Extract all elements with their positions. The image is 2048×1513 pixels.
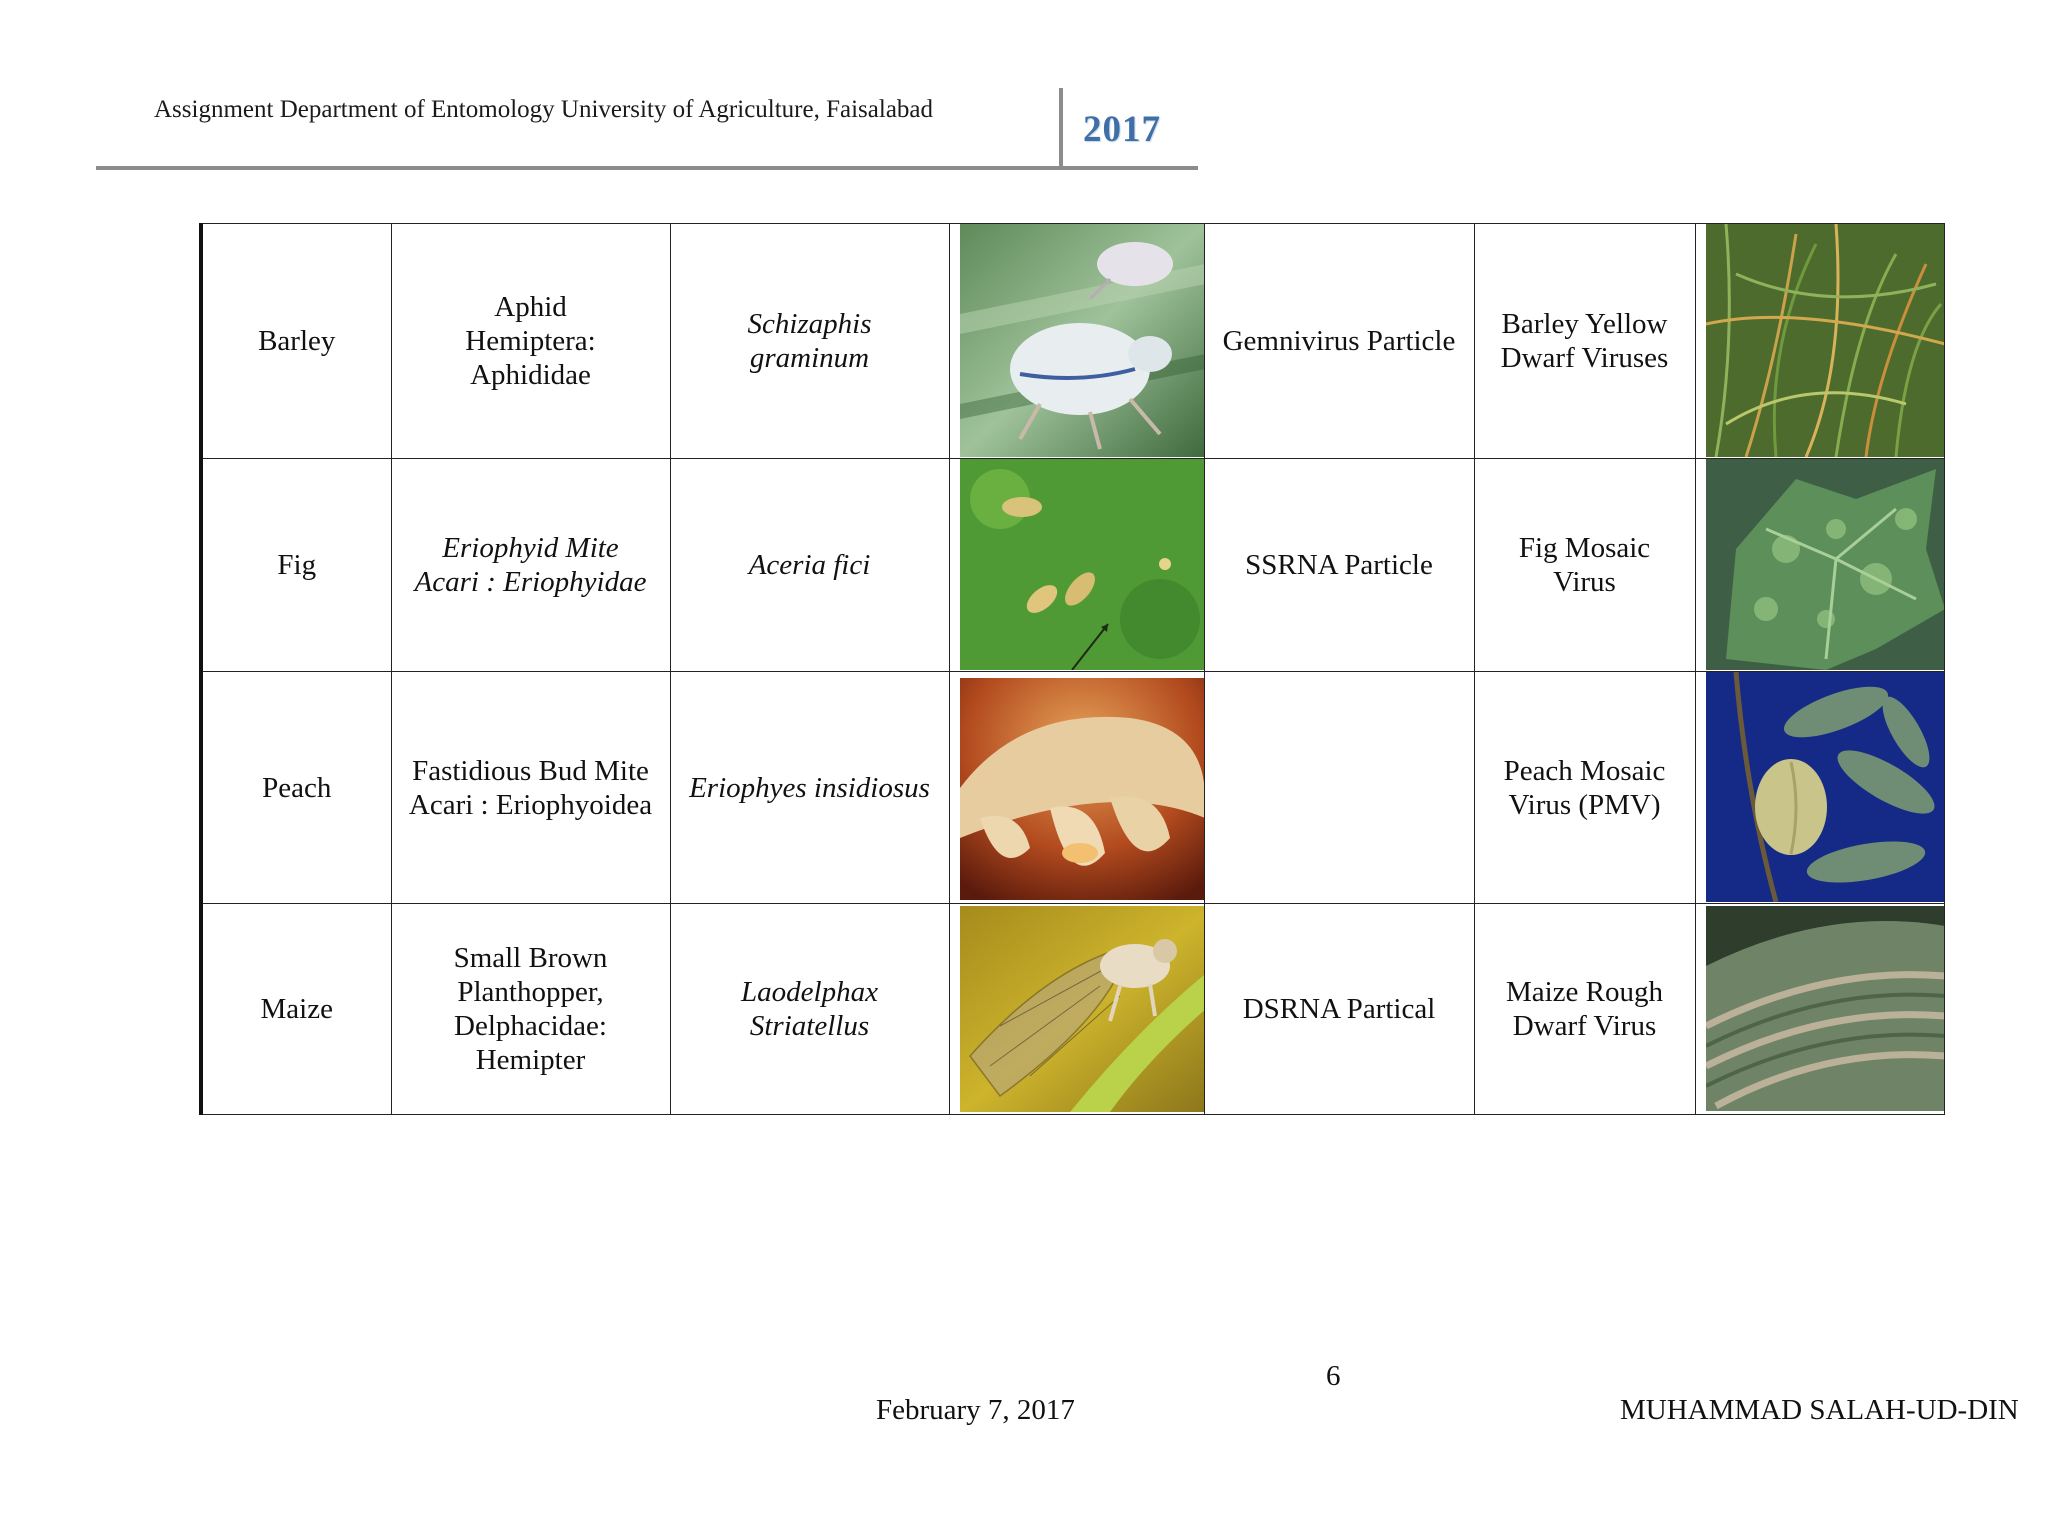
aphid-photo-icon — [960, 224, 1205, 457]
particle-cell — [1204, 904, 1474, 1115]
species-line: Eriophyes insidiosus — [689, 771, 930, 804]
virus-line: Peach Mosaic — [1503, 754, 1666, 787]
symptom-image-cell — [1695, 904, 1944, 1115]
barley-yellow-leaves-photo-icon — [1706, 224, 1945, 457]
planthopper-photo-icon — [960, 906, 1205, 1112]
species-cell — [670, 672, 949, 904]
particle-cell — [1204, 459, 1474, 672]
virus-cell — [1474, 224, 1695, 459]
maize-striped-leaf-photo-icon — [1706, 906, 1945, 1111]
virus-line: Virus (PMV) — [1508, 788, 1661, 821]
table-row-maize — [201, 904, 1944, 1115]
crop-cell — [201, 224, 391, 459]
particle-cell — [1204, 672, 1474, 904]
table-row-peach — [201, 672, 1944, 904]
pest-line: Small Brown — [453, 942, 608, 974]
pest-virus-table — [199, 223, 1945, 1115]
pest-cell — [391, 459, 670, 672]
insect-image-cell — [949, 224, 1204, 459]
crop-cell — [201, 459, 391, 672]
crop-name: Peach — [262, 771, 332, 804]
header-rule — [96, 166, 1198, 170]
table-row-fig — [201, 459, 1944, 672]
header-separator — [1059, 88, 1063, 168]
particle-name: DSRNA Partical — [1242, 993, 1436, 1025]
mite-closeup-photo-icon — [960, 678, 1205, 900]
mite-on-leaf-photo-icon — [960, 459, 1205, 670]
pest-cell — [391, 904, 670, 1115]
pest-line: Hemiptera: — [465, 325, 596, 357]
particle-name: SSRNA Particle — [1245, 549, 1433, 581]
symptom-image-cell — [1695, 224, 1944, 459]
crop-name: Barley — [258, 325, 336, 357]
header-title: Assignment Department of Entomology University of Agriculture, Faisalabad — [154, 96, 934, 123]
footer-date: February 7, 2017 — [876, 1394, 1075, 1426]
pest-cell — [391, 672, 670, 904]
pest-line: Hemipter — [475, 1044, 586, 1076]
virus-cell — [1474, 459, 1695, 672]
virus-cell — [1474, 904, 1695, 1115]
symptom-image-cell — [1695, 459, 1944, 672]
virus-line: Maize Rough — [1505, 976, 1664, 1008]
crop-cell — [201, 672, 391, 904]
species-line: graminum — [749, 342, 870, 374]
virus-line: Barley Yellow — [1501, 308, 1668, 340]
symptom-image-cell — [1695, 672, 1944, 904]
pest-line: Acari : Eriophyidae — [414, 566, 647, 598]
header-year: 2017 — [1083, 109, 1161, 150]
fig-mosaic-leaf-photo-icon — [1706, 459, 1945, 670]
species-line: Laodelphax — [741, 976, 878, 1008]
insect-image-cell — [949, 904, 1204, 1115]
crop-name: Fig — [277, 549, 317, 581]
pest-cell — [391, 224, 670, 459]
pest-line: Acari : Eriophyoidea — [408, 788, 653, 821]
pest-line: Aphid — [494, 291, 567, 323]
insect-image-cell — [949, 672, 1204, 904]
crop-name: Maize — [260, 993, 333, 1025]
crop-cell — [201, 904, 391, 1115]
virus-line: Virus — [1553, 566, 1616, 598]
particle-name: Gemnivirus Particle — [1222, 325, 1456, 357]
pest-line: Aphididae — [470, 359, 591, 391]
virus-line: Dwarf Viruses — [1500, 342, 1669, 374]
pest-line: Planthopper, — [457, 976, 604, 1008]
pest-line: Delphacidae: — [454, 1010, 607, 1042]
virus-cell — [1474, 672, 1695, 904]
virus-line: Dwarf Virus — [1512, 1010, 1657, 1042]
pest-line: Eriophyid Mite — [442, 532, 619, 564]
pest-line: Fastidious Bud Mite — [412, 754, 649, 787]
page-number: 6 — [1326, 1360, 1341, 1392]
species-line: Striatellus — [749, 1010, 870, 1042]
virus-line: Fig Mosaic — [1518, 532, 1651, 564]
particle-cell — [1204, 224, 1474, 459]
peach-fruit-photo-icon — [1706, 672, 1945, 902]
species-cell — [670, 904, 949, 1115]
species-line: Aceria fici — [748, 549, 871, 581]
table-row-barley — [201, 224, 1944, 459]
insect-image-cell — [949, 459, 1204, 672]
species-cell — [670, 459, 949, 672]
species-cell — [670, 224, 949, 459]
species-line: Schizaphis — [747, 308, 872, 340]
footer-author: MUHAMMAD SALAH-UD-DIN — [1620, 1394, 2019, 1426]
